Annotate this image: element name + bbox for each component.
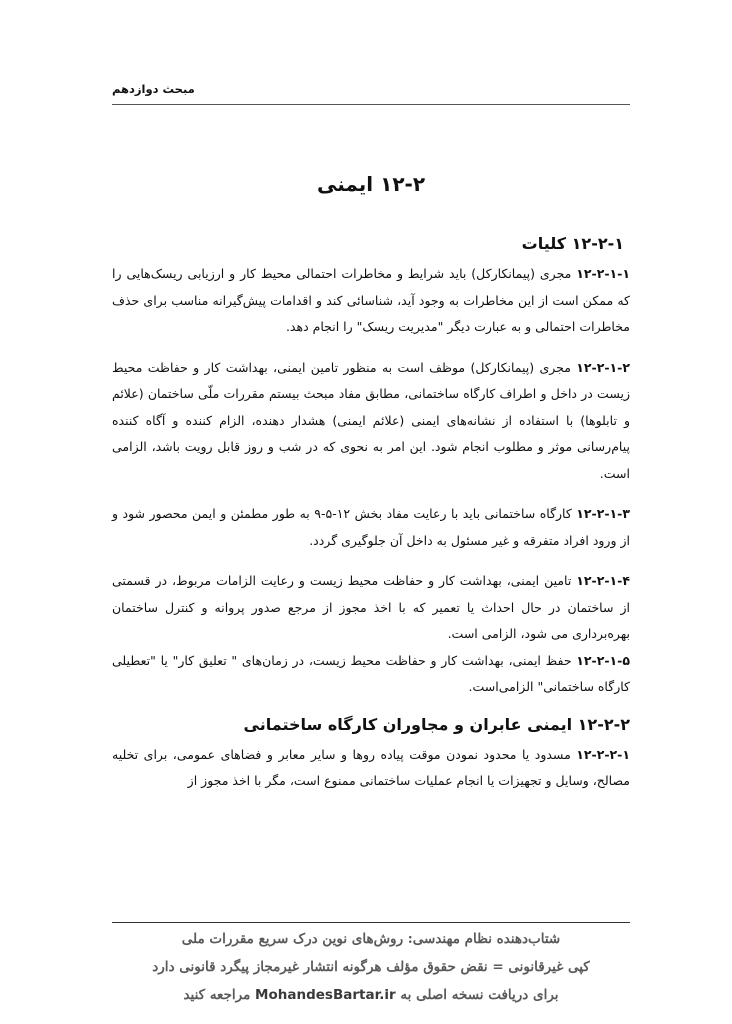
section-title: ۱۲-۲-۱ کلیات — [521, 234, 624, 253]
page-content — [112, 172, 630, 809]
chapter-title: ۱۲-۲ ایمنی — [316, 172, 426, 196]
website-link[interactable]: MohandesBartar.ir — [255, 987, 396, 1003]
footer-divider — [112, 922, 630, 923]
clause-text: تامین ایمنی، بهداشت کار و حفاظت محیط زیست و رعایت الزامات مربوط، در قسمتی از ساختمان در حال احداث یا تعمیر که با اخذ مجوز از مرجع صدور پروانه و کنترل ساختمان بهره‌برداری می شود، الزامی است. — [112, 573, 630, 641]
footer-prefix: برای دریافت نسخه اصلی به — [395, 987, 559, 1003]
footer-line-1: شتاب‌دهنده نظام مهندسی: روش‌های نوین درک سریع مقررات ملی — [181, 931, 561, 947]
footer-line-3 — [90, 981, 652, 1009]
clause-text: مجری (پیمانکارکل) موظف است به منظور تامین ایمنی، بهداشت کار و حفاظت محیط زیست در داخل و اطراف کارگاه ساختمانی، مطابق مفاد مبحث بیستم مقررات ملّی ساختمان (علائم و تابلوها) با استفاده از نشانه‌های ایمنی (علائم ایمنی) هشدار دهنده، الزام کننده و آگاه کننده پیام‌رسانی موثر و مطلوب انجام شود. این امر به نحوی که در شب و روز قابل رویت باشد، الزامی است. — [112, 359, 630, 481]
section-general — [112, 234, 630, 701]
paragraph — [112, 742, 630, 795]
clause-number: ۱۲-۲-۱-۱ — [576, 266, 630, 281]
paragraph — [112, 501, 630, 554]
clause-number: ۱۲-۲-۱-۵ — [576, 652, 630, 668]
clause-number: ۱۲-۲-۱-۳ — [576, 506, 630, 521]
paragraph — [112, 355, 630, 488]
paragraph — [112, 568, 630, 648]
paragraph — [112, 648, 630, 701]
clause-number: ۱۲-۲-۲-۱ — [576, 746, 630, 762]
running-header: مبحث دوازدهم — [112, 82, 195, 96]
watermark-footer — [90, 925, 652, 1009]
section-title: ۱۲-۲-۲ ایمنی عابران و مجاوران کارگاه ساختمانی — [243, 714, 630, 734]
section-pedestrian-safety — [112, 715, 630, 795]
footer-line-2: کپی غیرقانونی = نقض حقوق مؤلف هرگونه انتشار غیرمجاز پیگرد قانونی دارد — [152, 959, 590, 975]
footer-suffix: مراجعه کنید — [183, 987, 256, 1003]
clause-text: مجری (پیمانکارکل) باید شرایط و مخاطرات احتمالی محیط کار و ارزیابی ریسک‌هایی را که ممکن است از این مخاطرات به وجود آید، شناسائی کند و اقدامات پیش‌گیرانه مناسب برای حذف مخاطرات احتمالی و به عبارت دیگر "مدیریت ریسک" را انجام دهد. — [112, 266, 630, 334]
paragraph — [112, 261, 630, 341]
clause-number: ۱۲-۲-۱-۲ — [576, 359, 630, 375]
clause-text: مسدود یا محدود نمودن موقت پیاده روها و سایر معابر و فضاهای عمومی، برای تخلیه مصالح، وسایل و تجهیزات یا انجام عملیات ساختمانی ممنوع است، مگر با اخذ مجوز از — [112, 746, 630, 788]
clause-text: کارگاه ساختمانی باید با رعایت مفاد بخش ۱۲-۵-۹ به طور مطمئن و ایمن محصور شود و از ورود افراد متفرقه و غیر مسئول به داخل آن جلوگیری گردد. — [112, 506, 630, 548]
clause-text: حفظ ایمنی، بهداشت کار و حفاظت محیط زیست، در زمان‌های " تعلیق کار" یا "تعطیلی کارگاه ساختمانی" الزامی‌است. — [112, 652, 630, 694]
header-divider — [112, 104, 630, 105]
clause-number: ۱۲-۲-۱-۴ — [576, 573, 630, 588]
